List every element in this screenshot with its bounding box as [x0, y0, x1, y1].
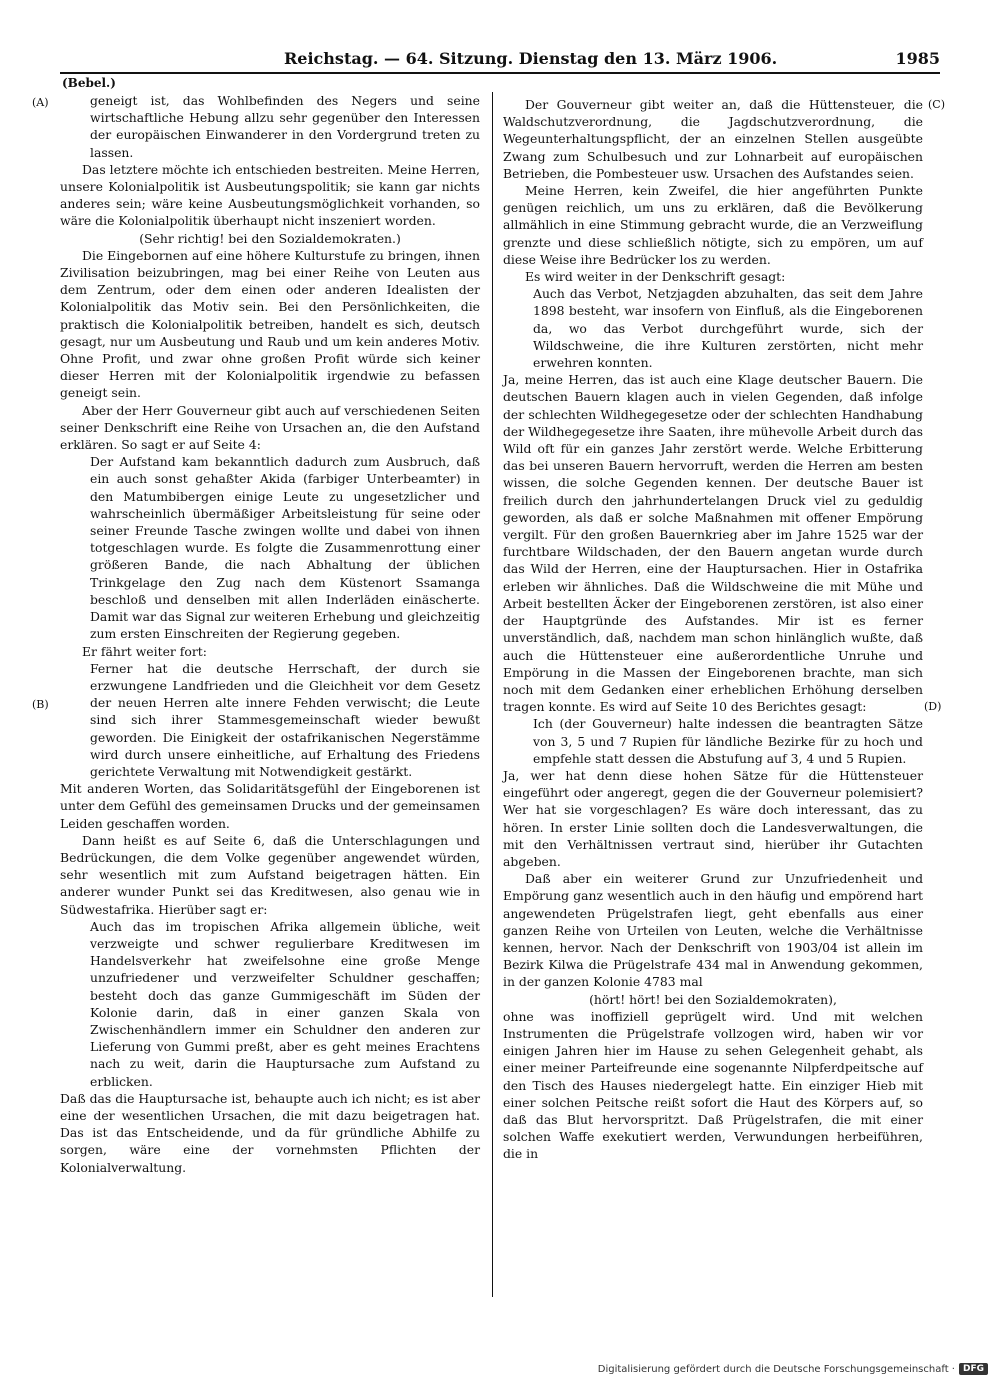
margin-marker-a: (A) — [32, 96, 49, 109]
paragraph: Mit anderen Worten, das Solidaritätsgefühl der Eingeborenen ist unter dem Gefühl des gemeinsamen Drucks und der gemeinsamen Leiden geschaffen worden. — [60, 781, 480, 831]
margin-marker-b: (B) — [32, 698, 49, 711]
footer-text: Digitalisierung gefördert durch die Deutsche Forschungsgemeinschaft · — [597, 1363, 955, 1375]
footer — [598, 1363, 988, 1375]
paragraph: Der Aufstand kam bekanntlich dadurch zum Ausbruch, daß ein auch sonst gehaßter Akida (farbiger Unterbeamter) in den Matumbibergen einige Leute zu ungesetzlicher und wahrscheinlich übermäßiger Arbeitsleistung für seine oder seiner Freunde Tasche zwingen wollte und dabei von ihnen totgeschlagen wurde. Es folgte die Zusammenrottung einer größeren Bande, die nach Abhaltung der üblichen Trinkgelage den Zug nach dem Küstenort Ssamanga beschloß und denselben mit allen Inderläden einäscherte. Damit war das Signal zur weiteren Erhebung und gleichzeitig zum ersten Einschreiten der Regierung gegeben. — [90, 454, 480, 642]
paragraph: Ferner hat die deutsche Herrschaft, der durch sie erzwungene Landfrieden und die Gleichheit vor dem Gesetz der neuen Herren alte innere Fehden verwischt; die Leute sind sich ihrer Stammesgemeinschaft wieder bewußt geworden. Die Einigkeit der ostafrikanischen Negerstämme wird durch unsere einheitliche, auf Erhaltung des Friedens gerichtete Verwaltung mit Notwendigkeit gestärkt. — [90, 660, 480, 779]
paragraph: Meine Herren, kein Zweifel, die hier angeführten Punkte genügen reichlich, um uns zu erklären, daß die Bevölkerung allmählich in eine Stimmung gebracht wurde, die an Verzweiflung grenzte und diese schließlich nötigte, sich zu empören, um auf diese Weise ihre Bedrücker los zu werden. — [503, 183, 923, 267]
right-column — [503, 96, 923, 1163]
page-header — [60, 46, 940, 74]
page-number: 1985 — [895, 49, 940, 68]
paragraph: Dann heißt es auf Seite 6, daß die Unterschlagungen und Bedrückungen, die dem Volke gegenüber angewendet würden, sehr wesentlich mit zum Aufstand beigetragen hätten. Ein anderer wunder Punkt sei das Kreditwesen, also genau wie in Südwestafrika. Hierüber sagt er: — [60, 832, 480, 917]
paragraph: Er fährt weiter fort: — [82, 643, 207, 659]
paragraph: Ja, meine Herren, das ist auch eine Klage deutscher Bauern. Die deutschen Bauern klagen auch in vielen Gegenden, daß infolge der schlechten Wildhegegesetze oder der schlechten Handhabung der Wildhegegesetze ihre Saaten, ihre mühevolle Arbeit durch das Wild oft für ein ganzes Jahr zerstört werde. Welche Erbitterung das bei unseren Bauern hervorruft, werden die Herren am besten wissen, die solche Gegenden kennen. Der deutsche Bauer ist freilich durch den jahrhundertelangen Druck viel zu geduldig geworden, als daß er solche Maßnahmen mit offener Empörung vergilt. Für den großen Bauernkrieg aber im Jahre 1525 war der furchtbare Wildschaden, der den Bauern angetan wurde durch das Wild der Herren, eine der Hauptursachen. Hier in Ostafrika erleben wir ähnliches. Daß die Wildschweine die mit Mühe und Arbeit bestellten Äcker der Eingeborenen zerstören, ist also einer der Hauptgründe des Aufstandes. Mir ist es ferner unverständlich, daß, nachdem man schon hinlänglich wußte, daß auch die Hüttensteuer eine außerordentliche Unruhe und Empörung in die Massen der Eingeborenen brachte, man sich noch mit dem Gedanken einer erheblichen Erhöhung derselben tragen konnte. Es wird auf Seite 10 des Berichtes gesagt: — [503, 372, 923, 715]
paragraph: Das letztere möchte ich entschieden bestreiten. Meine Herren, unsere Kolonialpolitik ist Ausbeutungspolitik; sie kann gar nichts anderes sein; wäre keine Ausbeutungsmöglichkeit vorhanden, so wäre die Kolonialpolitik überhaupt nicht inszeniert worden. — [60, 161, 480, 229]
paragraph: Aber der Herr Gouverneur gibt auch auf verschiedenen Seiten seiner Denkschrift eine Reihe von Ursachen an, die den Aufstand erklären. So sagt er auf Seite 4: — [60, 402, 480, 453]
paragraph: Ich (der Gouverneur) halte indessen die beantragten Sätze von 3, 5 und 7 Rupien für ländliche Bezirke für zu hoch und empfehle statt dessen die Abstufung auf 3, 4 und 5 Rupien. — [533, 716, 923, 766]
paragraph: Daß das die Hauptursache ist, behaupte auch ich nicht; es ist aber eine der wesentlichen Ursachen, die mit dazu beigetragen hat. Das ist das Entscheidende, und da für gründliche Abhilfe zu sorgen, wäre eine der vornehmsten Pflichten der Kolonialverwaltung. — [60, 1090, 480, 1175]
speaker-label: (Bebel.) — [62, 76, 116, 90]
paragraph: Ja, wer hat denn diese hohen Sätze für die Hüttensteuer eingeführt oder angeregt, gegen die der Gouverneur polemisiert? Wer hat sie vorgeschlagen? Es wäre doch interessant, das zu hören. In erster Linie sollten doch die Landesverwaltungen, die mit den Verhältnissen vertraut sind, hierüber ihr Gutachten abgeben. — [503, 767, 923, 869]
left-column — [60, 92, 480, 1176]
paragraph: Auch das im tropischen Afrika allgemein übliche, weit verzweigte und schwer regulierbare Kreditwesen im Handelsverkehr hat zweifelsohne eine große Menge unzufriedener und verzweifelter Schuldner geschaffen; besteht doch das ganze Gummigeschäft im Süden der Kolonie darin, daß in einer ganzen Skala von Zwischenhändlern immer ein Schuldner den anderen zur Lieferung von Gummi preßt, aber es geht meines Erachtens nach zu weit, darin die Hauptursache zum Aufstand zu erblicken. — [90, 918, 480, 1089]
paragraph: ohne was inoffiziell geprügelt wird. Und mit welchen Instrumenten die Prügelstrafe vollzogen wird, haben wir vor einigen Jahren hier im Hause zu sehen Gelegenheit gehabt, als einer meiner Parteifreunde eine sogenannte Nilpferdpeitsche auf den Tisch des Hauses niedergelegt hatte. Ein einziger Hieb mit einer solchen Peitsche reißt sofort die Haut des Körpers auf, so daß das Blut hervorspritzt. Daß Prügelstrafen, die mit einer solchen Waffe exekutiert werden, Verwundungen herbeiführen, die in — [503, 1008, 923, 1162]
paragraph: geneigt ist, das Wohlbefinden des Negers und seine wirtschaftliche Hebung allzu sehr gegenüber den Interessen der europäischen Einwanderer in den Vordergrund treten zu lassen. — [90, 93, 480, 160]
dfg-logo: DFG — [959, 1363, 988, 1375]
column-divider — [492, 92, 493, 1297]
paragraph: Der Gouverneur gibt weiter an, daß die Hüttensteuer, die Waldschutzverordnung, die Jagdschutzverordnung, die Wegeunterhaltungspflicht, der an einzelnen Stellen ausgeübte Zwang zum Schulbesuch und zur Lohnarbeit auf europäischen Betrieben, die Pombesteuer usw. Ursachen des Aufstandes seien. — [503, 97, 923, 181]
margin-marker-c: (C) — [928, 98, 945, 111]
paragraph: (Sehr richtig! bei den Sozialdemokraten.) — [139, 230, 401, 246]
paragraph: Es wird weiter in der Denkschrift gesagt: — [525, 269, 786, 285]
paragraph: Die Eingebornen auf eine höhere Kulturstufe zu bringen, ihnen Zivilisation beizubringen, mag bei einer Reihe von Leuten aus dem Zentrum, oder dem einen oder anderen Idealisten der Kolonialpolitik das Motiv sein. Bei den Persönlichkeiten, die praktisch die Kolonialpolitik betreiben, handelt es sich, deutsch gesagt, nur um Ausbeutung und Raub und um kein anderes Motiv. Ohne Profit, und zwar ohne großen Profit würde sich keiner dieser Herren mit der Kolonialpolitik irgendwie zu befassen geneigt sein. — [60, 247, 480, 401]
margin-marker-d: (D) — [924, 700, 942, 713]
paragraph: (hört! hört! bei den Sozialdemokraten), — [589, 991, 837, 1007]
paragraph: Daß aber ein weiterer Grund zur Unzufriedenheit und Empörung ganz wesentlich auch in den häufig und empörend hart angewendeten Prügelstrafen liegt, geht ebenfalls aus einer ganzen Reihe von Urteilen von Leuten, welche die Verhältnisse kennen, hervor. Nach der Denkschrift von 1903/04 ist allein im Bezirk Kilwa die Prügelstrafe 434 mal in Anwendung gekommen, in der ganzen Kolonie 4783 mal — [503, 871, 923, 990]
page-title: Reichstag. — 64. Sitzung. Dienstag den 13. März 1906. — [284, 49, 778, 68]
paragraph: Auch das Verbot, Netzjagden abzuhalten, das seit dem Jahre 1898 besteht, war insofern von Einfluß, als die Eingeborenen da, wo das Verbot durchgeführt wurde, sich der Wildschweine, die ihre Kulturen zerstörten, nicht mehr erwehren konnten. — [533, 286, 923, 371]
